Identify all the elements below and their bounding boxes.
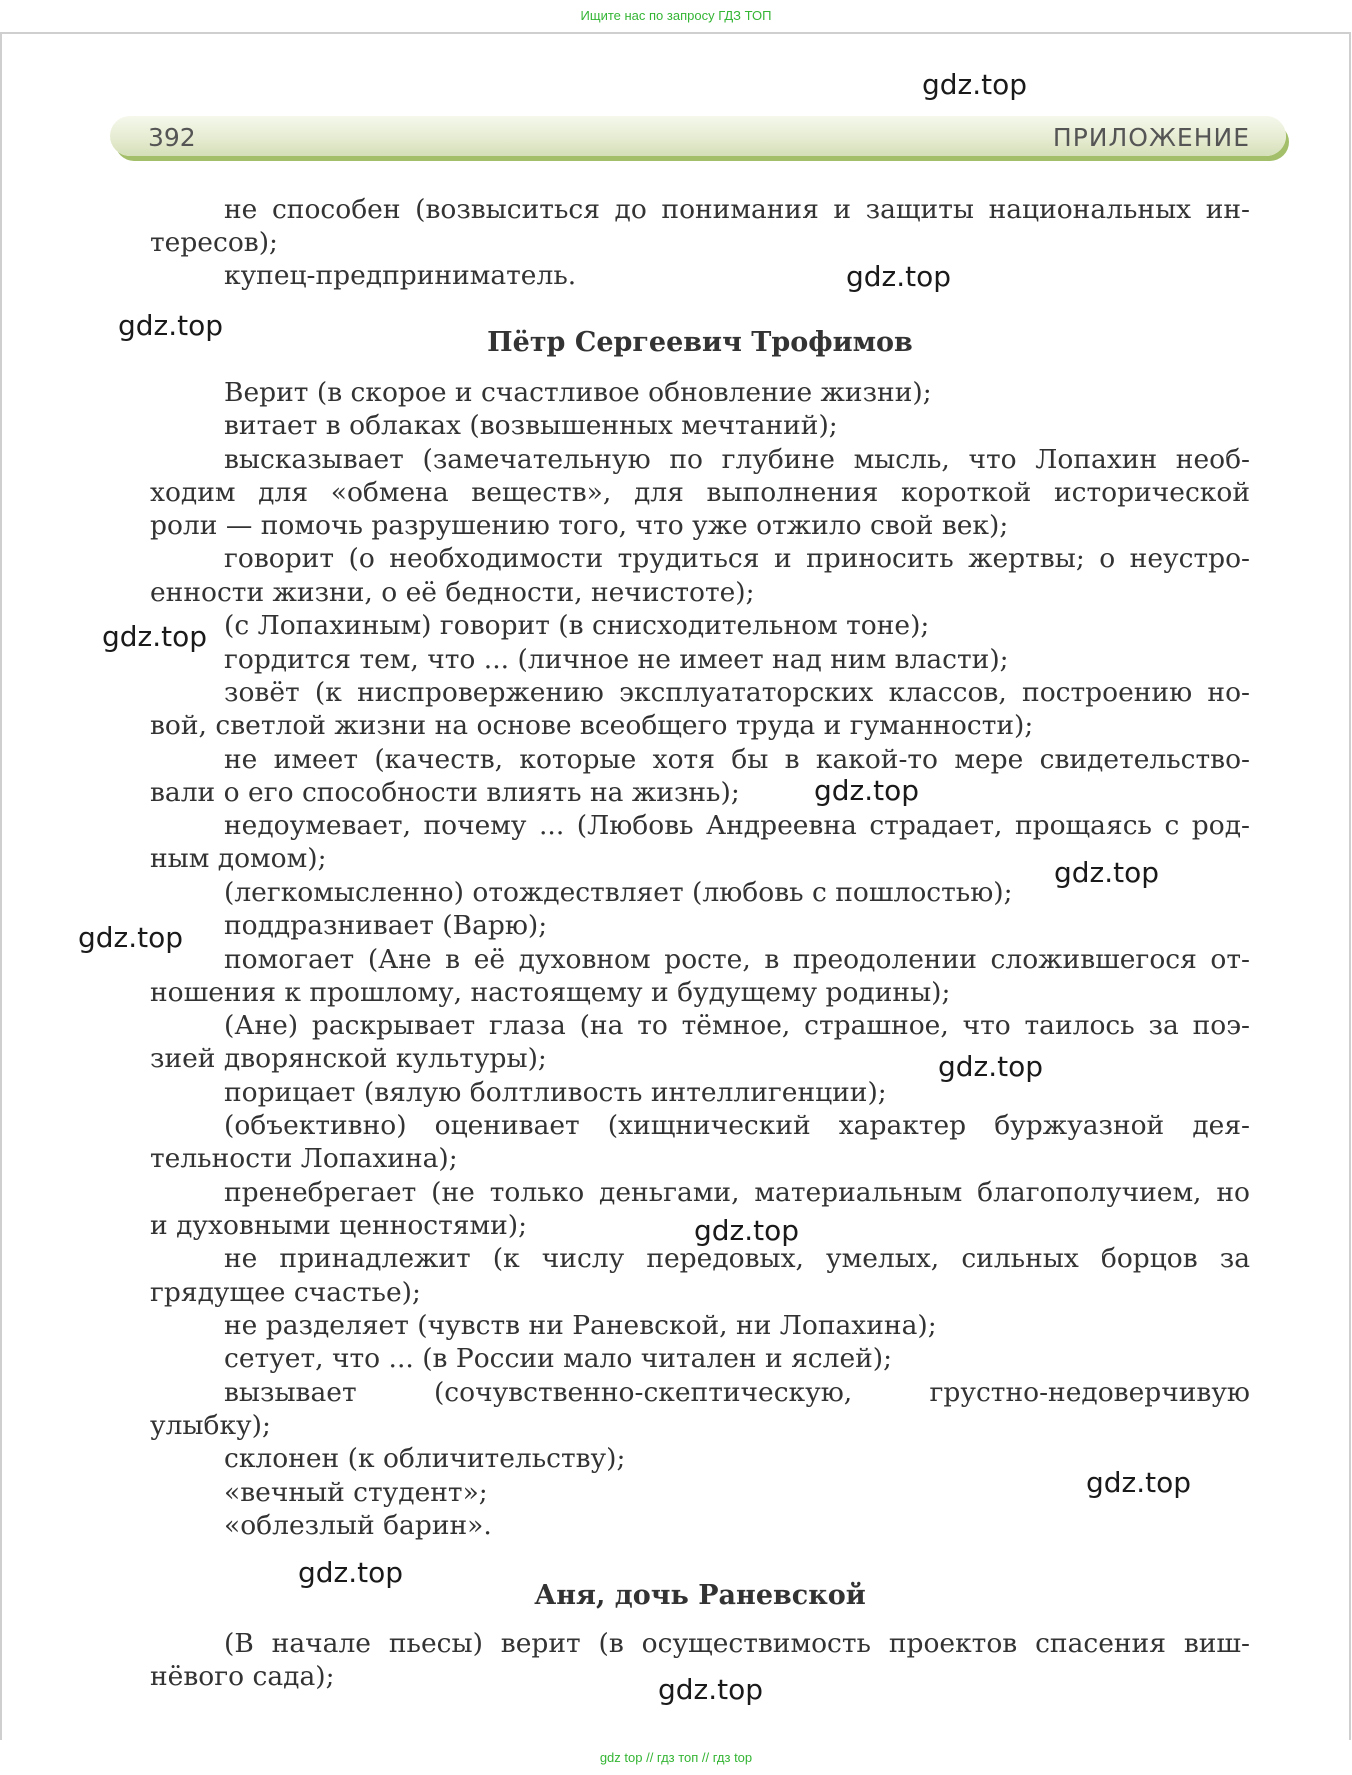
watermark-text: gdz.top (102, 620, 208, 653)
text-line: улыбку); (150, 1410, 271, 1441)
text-line: нёвого сада); (150, 1661, 335, 1692)
text-line: пренебрегает (не только деньгами, материальным благополучием, но (224, 1177, 1250, 1208)
text-line: высказывает (замечательную по глубине мысль, что Лопахин необ- (224, 444, 1250, 475)
text-line: не способен (возвыситься до понимания и защиты национальных ин- (224, 194, 1250, 225)
text-line: (В начале пьесы) верит (в осуществимость проектов спасения виш- (224, 1628, 1250, 1659)
watermark-text: gdz.top (694, 1214, 800, 1247)
text-line: «вечный студент»; (224, 1477, 488, 1508)
watermark-text: gdz.top (1086, 1466, 1192, 1499)
text-line: зовёт (к ниспровержению эксплуататорских классов, построению но- (224, 677, 1250, 708)
text-line: вали о его способности влиять на жизнь); (150, 777, 740, 808)
text-line: тересов); (150, 227, 278, 258)
text-line: ходим для «обмена веществ», для выполнения короткой исторической (150, 477, 1250, 508)
text-line: (объективно) оценивает (хищнический характер буржуазной дея- (224, 1110, 1250, 1141)
text-line: зией дворянской культуры); (150, 1043, 547, 1074)
text-line: (с Лопахиным) говорит (в снисходительном тоне); (224, 610, 930, 641)
text-line: (легкомысленно) отождествляет (любовь с пошлостью); (224, 877, 1013, 908)
character-heading-anya: Аня, дочь Раневской (534, 1580, 866, 1611)
text-line: гордится тем, что ... (личное не имеет над ним власти); (224, 644, 1009, 675)
text-line: «облезлый барин». (224, 1510, 492, 1541)
text-line: сетует, что ... (в России мало читален и яслей); (224, 1343, 893, 1374)
watermark-text: gdz.top (118, 309, 224, 342)
text-line: склонен (к обличительству); (224, 1443, 626, 1474)
watermark-text: gdz.top (938, 1050, 1044, 1083)
watermark-text: gdz.top (298, 1556, 404, 1589)
watermark-text: gdz.top (1054, 856, 1160, 889)
text-line: помогает (Ане в её духовном росте, в преодолении сложившегося от- (224, 944, 1250, 975)
top-banner-text: Ищите нас по запросу ГДЗ ТОП (580, 8, 772, 23)
text-line: и духовными ценностями); (150, 1210, 528, 1241)
watermark-text: gdz.top (922, 68, 1028, 101)
text-line: тельности Лопахина); (150, 1143, 458, 1174)
text-line: недоумевает, почему ... (Любовь Андреевна страдает, прощаясь с род- (224, 810, 1250, 841)
text-line: говорит (о необходимости трудиться и приносить жертвы; о неустро- (224, 543, 1250, 574)
text-line: не имеет (качеств, которые хотя бы в какой-то мере свидетельство- (224, 744, 1250, 775)
text-line: не принадлежит (к числу передовых, умелых, сильных борцов за (224, 1243, 1250, 1274)
text-line: грядущее счастье); (150, 1277, 421, 1308)
watermark-text: gdz.top (814, 774, 920, 807)
text-line: купец-предприниматель. (224, 260, 577, 291)
text-line: поддразнивает (Варю); (224, 910, 548, 941)
watermark-text: gdz.top (846, 260, 952, 293)
bottom-banner-text: gdz top // гдз топ // гдз top (599, 1750, 753, 1765)
page-number: 392 (148, 123, 196, 152)
section-title: ПРИЛОЖЕНИЕ (1052, 123, 1250, 152)
text-line: порицает (вялую болтливость интеллигенции); (224, 1077, 887, 1108)
watermark-text: gdz.top (78, 921, 184, 954)
text-line: роли — помочь разрушению того, что уже отжило свой век); (150, 510, 1009, 541)
text-line: вызывает (сочувственно-скептическую, грустно-недоверчивую (224, 1377, 1250, 1408)
text-line: вой, светлой жизни на основе всеобщего труда и гуманности); (150, 710, 1034, 741)
text-line: (Ане) раскрывает глаза (на то тёмное, страшное, что таилось за поэ- (224, 1010, 1250, 1041)
text-line: не разделяет (чувств ни Раневской, ни Лопахина); (224, 1310, 937, 1341)
character-heading-trofimov: Пётр Сергеевич Трофимов (487, 327, 913, 358)
text-line: ным домом); (150, 843, 327, 874)
text-line: енности жизни, о её бедности, нечистоте); (150, 577, 755, 608)
watermark-text: gdz.top (658, 1673, 764, 1706)
text-line: ношения к прошлому, настоящему и будущему родины); (150, 977, 951, 1008)
text-line: витает в облаках (возвышенных мечтаний); (224, 410, 838, 441)
text-line: Верит (в скорое и счастливое обновление жизни); (224, 377, 932, 408)
